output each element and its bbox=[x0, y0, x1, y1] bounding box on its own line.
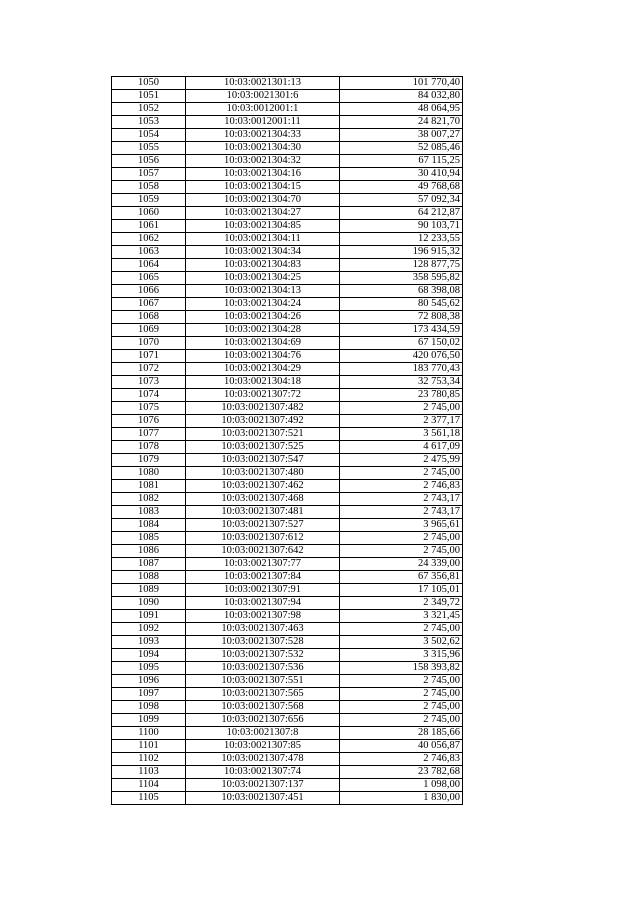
table-row bbox=[112, 103, 463, 116]
cadastral-number-cell: 10:03:0021307:8 bbox=[186, 727, 340, 740]
row-number-cell: 1063 bbox=[112, 246, 186, 259]
cadastral-number-cell: 10:03:0021307:481 bbox=[186, 506, 340, 519]
row-number-cell: 1074 bbox=[112, 389, 186, 402]
amount-cell: 84 032,80 bbox=[340, 90, 463, 103]
cadastral-number-cell: 10:03:0021307:478 bbox=[186, 753, 340, 766]
row-number-cell: 1066 bbox=[112, 285, 186, 298]
row-number-cell: 1091 bbox=[112, 610, 186, 623]
cadastral-number-cell: 10:03:0021307:642 bbox=[186, 545, 340, 558]
table-row bbox=[112, 584, 463, 597]
row-number-cell: 1073 bbox=[112, 376, 186, 389]
amount-cell: 28 185,66 bbox=[340, 727, 463, 740]
amount-cell: 67 356,81 bbox=[340, 571, 463, 584]
cadastral-number-cell: 10:03:0021307:547 bbox=[186, 454, 340, 467]
amount-cell: 358 595,82 bbox=[340, 272, 463, 285]
cadastral-number-cell: 10:03:0021304:18 bbox=[186, 376, 340, 389]
row-number-cell: 1054 bbox=[112, 129, 186, 142]
cadastral-number-cell: 10:03:0021304:15 bbox=[186, 181, 340, 194]
amount-cell: 2 745,00 bbox=[340, 701, 463, 714]
table-row bbox=[112, 441, 463, 454]
row-number-cell: 1098 bbox=[112, 701, 186, 714]
table-row bbox=[112, 207, 463, 220]
row-number-cell: 1093 bbox=[112, 636, 186, 649]
row-number-cell: 1072 bbox=[112, 363, 186, 376]
amount-cell: 2 745,00 bbox=[340, 532, 463, 545]
cadastral-number-cell: 10:03:0021304:29 bbox=[186, 363, 340, 376]
amount-cell: 2 746,83 bbox=[340, 753, 463, 766]
row-number-cell: 1089 bbox=[112, 584, 186, 597]
row-number-cell: 1061 bbox=[112, 220, 186, 233]
cadastral-number-cell: 10:03:0021304:83 bbox=[186, 259, 340, 272]
row-number-cell: 1080 bbox=[112, 467, 186, 480]
registry-table bbox=[111, 76, 463, 805]
table-row bbox=[112, 129, 463, 142]
row-number-cell: 1096 bbox=[112, 675, 186, 688]
cadastral-number-cell: 10:03:0021307:528 bbox=[186, 636, 340, 649]
cadastral-number-cell: 10:03:0021307:74 bbox=[186, 766, 340, 779]
table-row bbox=[112, 324, 463, 337]
table-row bbox=[112, 467, 463, 480]
row-number-cell: 1070 bbox=[112, 337, 186, 350]
table-row bbox=[112, 506, 463, 519]
table-row bbox=[112, 545, 463, 558]
table-row bbox=[112, 532, 463, 545]
cadastral-number-cell: 10:03:0021304:85 bbox=[186, 220, 340, 233]
amount-cell: 420 076,50 bbox=[340, 350, 463, 363]
row-number-cell: 1100 bbox=[112, 727, 186, 740]
amount-cell: 2 377,17 bbox=[340, 415, 463, 428]
table-row bbox=[112, 376, 463, 389]
cadastral-number-cell: 10:03:0021307:492 bbox=[186, 415, 340, 428]
cadastral-number-cell: 10:03:0021304:16 bbox=[186, 168, 340, 181]
row-number-cell: 1056 bbox=[112, 155, 186, 168]
table-row bbox=[112, 636, 463, 649]
amount-cell: 24 339,00 bbox=[340, 558, 463, 571]
cadastral-number-cell: 10:03:0012001:1 bbox=[186, 103, 340, 116]
amount-cell: 2 743,17 bbox=[340, 506, 463, 519]
cadastral-number-cell: 10:03:0021307:565 bbox=[186, 688, 340, 701]
table-row bbox=[112, 168, 463, 181]
row-number-cell: 1086 bbox=[112, 545, 186, 558]
cadastral-number-cell: 10:03:0021307:527 bbox=[186, 519, 340, 532]
table-row bbox=[112, 701, 463, 714]
cadastral-number-cell: 10:03:0021307:521 bbox=[186, 428, 340, 441]
row-number-cell: 1095 bbox=[112, 662, 186, 675]
table-row bbox=[112, 389, 463, 402]
row-number-cell: 1077 bbox=[112, 428, 186, 441]
amount-cell: 30 410,94 bbox=[340, 168, 463, 181]
table-row bbox=[112, 753, 463, 766]
table-row bbox=[112, 233, 463, 246]
cadastral-number-cell: 10:03:0021307:551 bbox=[186, 675, 340, 688]
table-row bbox=[112, 623, 463, 636]
amount-cell: 2 745,00 bbox=[340, 623, 463, 636]
table-row bbox=[112, 714, 463, 727]
row-number-cell: 1076 bbox=[112, 415, 186, 428]
amount-cell: 2 745,00 bbox=[340, 545, 463, 558]
table-row bbox=[112, 311, 463, 324]
cadastral-number-cell: 10:03:0021307:480 bbox=[186, 467, 340, 480]
cadastral-number-cell: 10:03:0021301:13 bbox=[186, 77, 340, 90]
cadastral-number-cell: 10:03:0021307:612 bbox=[186, 532, 340, 545]
amount-cell: 23 782,68 bbox=[340, 766, 463, 779]
table-row bbox=[112, 350, 463, 363]
cadastral-number-cell: 10:03:0021307:451 bbox=[186, 792, 340, 805]
cadastral-number-cell: 10:03:0021307:536 bbox=[186, 662, 340, 675]
amount-cell: 128 877,75 bbox=[340, 259, 463, 272]
row-number-cell: 1094 bbox=[112, 649, 186, 662]
amount-cell: 40 056,87 bbox=[340, 740, 463, 753]
amount-cell: 1 830,00 bbox=[340, 792, 463, 805]
table-row bbox=[112, 415, 463, 428]
table-row bbox=[112, 298, 463, 311]
table-row bbox=[112, 259, 463, 272]
amount-cell: 2 745,00 bbox=[340, 675, 463, 688]
row-number-cell: 1059 bbox=[112, 194, 186, 207]
cadastral-number-cell: 10:03:0021307:137 bbox=[186, 779, 340, 792]
amount-cell: 2 745,00 bbox=[340, 467, 463, 480]
cadastral-number-cell: 10:03:0021304:30 bbox=[186, 142, 340, 155]
cadastral-number-cell: 10:03:0021304:24 bbox=[186, 298, 340, 311]
cadastral-number-cell: 10:03:0021304:11 bbox=[186, 233, 340, 246]
row-number-cell: 1051 bbox=[112, 90, 186, 103]
table-row bbox=[112, 649, 463, 662]
table-row bbox=[112, 675, 463, 688]
row-number-cell: 1055 bbox=[112, 142, 186, 155]
cadastral-number-cell: 10:03:0021307:532 bbox=[186, 649, 340, 662]
table-row bbox=[112, 493, 463, 506]
row-number-cell: 1071 bbox=[112, 350, 186, 363]
row-number-cell: 1075 bbox=[112, 402, 186, 415]
amount-cell: 2 745,00 bbox=[340, 714, 463, 727]
row-number-cell: 1084 bbox=[112, 519, 186, 532]
table-row bbox=[112, 571, 463, 584]
cadastral-number-cell: 10:03:0021304:25 bbox=[186, 272, 340, 285]
table-row bbox=[112, 220, 463, 233]
row-number-cell: 1104 bbox=[112, 779, 186, 792]
amount-cell: 2 349,72 bbox=[340, 597, 463, 610]
table-row bbox=[112, 597, 463, 610]
amount-cell: 24 821,70 bbox=[340, 116, 463, 129]
row-number-cell: 1092 bbox=[112, 623, 186, 636]
cadastral-number-cell: 10:03:0021307:568 bbox=[186, 701, 340, 714]
cadastral-number-cell: 10:03:0021307:94 bbox=[186, 597, 340, 610]
row-number-cell: 1053 bbox=[112, 116, 186, 129]
table-row bbox=[112, 155, 463, 168]
row-number-cell: 1065 bbox=[112, 272, 186, 285]
cadastral-number-cell: 10:03:0021307:468 bbox=[186, 493, 340, 506]
row-number-cell: 1058 bbox=[112, 181, 186, 194]
amount-cell: 2 475,99 bbox=[340, 454, 463, 467]
table-row bbox=[112, 480, 463, 493]
cadastral-number-cell: 10:03:0021307:91 bbox=[186, 584, 340, 597]
table-row bbox=[112, 337, 463, 350]
amount-cell: 2 745,00 bbox=[340, 402, 463, 415]
amount-cell: 64 212,87 bbox=[340, 207, 463, 220]
row-number-cell: 1057 bbox=[112, 168, 186, 181]
amount-cell: 57 092,34 bbox=[340, 194, 463, 207]
amount-cell: 173 434,59 bbox=[340, 324, 463, 337]
registry-table-body bbox=[112, 77, 463, 805]
amount-cell: 101 770,40 bbox=[340, 77, 463, 90]
amount-cell: 2 746,83 bbox=[340, 480, 463, 493]
table-row bbox=[112, 727, 463, 740]
cadastral-number-cell: 10:03:0021307:98 bbox=[186, 610, 340, 623]
amount-cell: 3 321,45 bbox=[340, 610, 463, 623]
table-row bbox=[112, 272, 463, 285]
cadastral-number-cell: 10:03:0021307:85 bbox=[186, 740, 340, 753]
amount-cell: 67 150,02 bbox=[340, 337, 463, 350]
row-number-cell: 1099 bbox=[112, 714, 186, 727]
cadastral-number-cell: 10:03:0021307:72 bbox=[186, 389, 340, 402]
row-number-cell: 1064 bbox=[112, 259, 186, 272]
table-row bbox=[112, 662, 463, 675]
amount-cell: 72 808,38 bbox=[340, 311, 463, 324]
row-number-cell: 1060 bbox=[112, 207, 186, 220]
amount-cell: 49 768,68 bbox=[340, 181, 463, 194]
amount-cell: 3 502,62 bbox=[340, 636, 463, 649]
cadastral-number-cell: 10:03:0021304:34 bbox=[186, 246, 340, 259]
cadastral-number-cell: 10:03:0021304:70 bbox=[186, 194, 340, 207]
row-number-cell: 1052 bbox=[112, 103, 186, 116]
row-number-cell: 1050 bbox=[112, 77, 186, 90]
row-number-cell: 1078 bbox=[112, 441, 186, 454]
table-row bbox=[112, 766, 463, 779]
table-row bbox=[112, 90, 463, 103]
table-row bbox=[112, 363, 463, 376]
cadastral-number-cell: 10:03:0012001:11 bbox=[186, 116, 340, 129]
table-row bbox=[112, 792, 463, 805]
amount-cell: 3 315,96 bbox=[340, 649, 463, 662]
amount-cell: 1 098,00 bbox=[340, 779, 463, 792]
table-row bbox=[112, 519, 463, 532]
row-number-cell: 1062 bbox=[112, 233, 186, 246]
amount-cell: 12 233,55 bbox=[340, 233, 463, 246]
amount-cell: 90 103,71 bbox=[340, 220, 463, 233]
amount-cell: 158 393,82 bbox=[340, 662, 463, 675]
row-number-cell: 1083 bbox=[112, 506, 186, 519]
amount-cell: 183 770,43 bbox=[340, 363, 463, 376]
row-number-cell: 1085 bbox=[112, 532, 186, 545]
cadastral-number-cell: 10:03:0021304:27 bbox=[186, 207, 340, 220]
cadastral-number-cell: 10:03:0021307:77 bbox=[186, 558, 340, 571]
amount-cell: 4 617,09 bbox=[340, 441, 463, 454]
amount-cell: 3 561,18 bbox=[340, 428, 463, 441]
row-number-cell: 1068 bbox=[112, 311, 186, 324]
amount-cell: 67 115,25 bbox=[340, 155, 463, 168]
row-number-cell: 1087 bbox=[112, 558, 186, 571]
cadastral-number-cell: 10:03:0021304:32 bbox=[186, 155, 340, 168]
table-row bbox=[112, 116, 463, 129]
row-number-cell: 1081 bbox=[112, 480, 186, 493]
amount-cell: 2 745,00 bbox=[340, 688, 463, 701]
cadastral-number-cell: 10:03:0021304:33 bbox=[186, 129, 340, 142]
table-row bbox=[112, 740, 463, 753]
row-number-cell: 1090 bbox=[112, 597, 186, 610]
cadastral-number-cell: 10:03:0021307:462 bbox=[186, 480, 340, 493]
table-row bbox=[112, 779, 463, 792]
amount-cell: 3 965,61 bbox=[340, 519, 463, 532]
row-number-cell: 1088 bbox=[112, 571, 186, 584]
row-number-cell: 1103 bbox=[112, 766, 186, 779]
cadastral-number-cell: 10:03:0021307:482 bbox=[186, 402, 340, 415]
table-row bbox=[112, 688, 463, 701]
table-row bbox=[112, 285, 463, 298]
table-row bbox=[112, 77, 463, 90]
cadastral-number-cell: 10:03:0021307:84 bbox=[186, 571, 340, 584]
amount-cell: 196 915,32 bbox=[340, 246, 463, 259]
cadastral-number-cell: 10:03:0021307:656 bbox=[186, 714, 340, 727]
table-row bbox=[112, 428, 463, 441]
table-row bbox=[112, 181, 463, 194]
amount-cell: 48 064,95 bbox=[340, 103, 463, 116]
row-number-cell: 1067 bbox=[112, 298, 186, 311]
row-number-cell: 1069 bbox=[112, 324, 186, 337]
table-row bbox=[112, 194, 463, 207]
amount-cell: 80 545,62 bbox=[340, 298, 463, 311]
row-number-cell: 1105 bbox=[112, 792, 186, 805]
amount-cell: 68 398,08 bbox=[340, 285, 463, 298]
row-number-cell: 1079 bbox=[112, 454, 186, 467]
amount-cell: 2 743,17 bbox=[340, 493, 463, 506]
cadastral-number-cell: 10:03:0021304:76 bbox=[186, 350, 340, 363]
cadastral-number-cell: 10:03:0021304:13 bbox=[186, 285, 340, 298]
row-number-cell: 1082 bbox=[112, 493, 186, 506]
amount-cell: 17 105,01 bbox=[340, 584, 463, 597]
row-number-cell: 1101 bbox=[112, 740, 186, 753]
amount-cell: 23 780,85 bbox=[340, 389, 463, 402]
cadastral-number-cell: 10:03:0021301:6 bbox=[186, 90, 340, 103]
row-number-cell: 1097 bbox=[112, 688, 186, 701]
cadastral-number-cell: 10:03:0021304:26 bbox=[186, 311, 340, 324]
cadastral-number-cell: 10:03:0021304:28 bbox=[186, 324, 340, 337]
table-row bbox=[112, 142, 463, 155]
table-row bbox=[112, 246, 463, 259]
amount-cell: 38 007,27 bbox=[340, 129, 463, 142]
amount-cell: 52 085,46 bbox=[340, 142, 463, 155]
table-row bbox=[112, 558, 463, 571]
cadastral-number-cell: 10:03:0021307:463 bbox=[186, 623, 340, 636]
table-row bbox=[112, 402, 463, 415]
cadastral-number-cell: 10:03:0021304:69 bbox=[186, 337, 340, 350]
cadastral-number-cell: 10:03:0021307:525 bbox=[186, 441, 340, 454]
amount-cell: 32 753,34 bbox=[340, 376, 463, 389]
table-row bbox=[112, 454, 463, 467]
row-number-cell: 1102 bbox=[112, 753, 186, 766]
table-row bbox=[112, 610, 463, 623]
